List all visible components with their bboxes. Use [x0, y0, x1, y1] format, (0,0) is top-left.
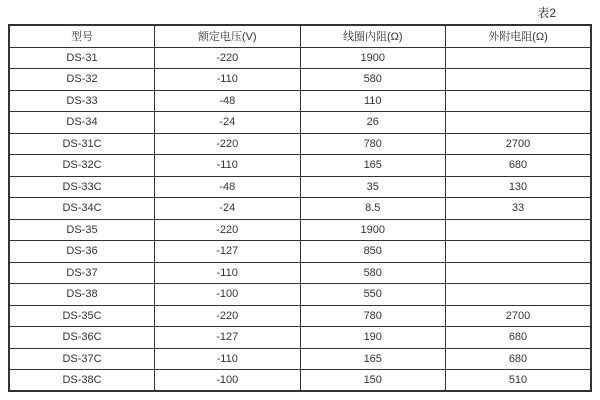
table-row [9, 155, 591, 177]
cell-coil-resistance: 8.5 [300, 198, 446, 220]
table-row [9, 241, 591, 263]
cell-model: DS-37 [9, 262, 155, 284]
cell-rated-voltage: -110 [155, 155, 301, 177]
cell-coil-resistance: 165 [300, 348, 446, 370]
cell-rated-voltage: -220 [155, 47, 301, 69]
cell-coil-resistance: 190 [300, 327, 446, 349]
cell-model: DS-31 [9, 47, 155, 69]
table-header-row [9, 25, 591, 47]
table-row [9, 176, 591, 198]
table-row [9, 112, 591, 134]
spec-table [8, 24, 592, 392]
cell-rated-voltage: -127 [155, 327, 301, 349]
cell-rated-voltage: -220 [155, 305, 301, 327]
cell-external-resistance [446, 262, 592, 284]
cell-external-resistance: 2700 [446, 133, 592, 155]
cell-model: DS-34C [9, 198, 155, 220]
cell-external-resistance [446, 219, 592, 241]
cell-coil-resistance: 26 [300, 112, 446, 134]
cell-external-resistance [446, 47, 592, 69]
cell-rated-voltage: -48 [155, 90, 301, 112]
table-row [9, 133, 591, 155]
cell-external-resistance [446, 284, 592, 306]
header-external-resistance: 外附电阻(Ω) [446, 25, 592, 47]
cell-external-resistance: 680 [446, 327, 592, 349]
cell-rated-voltage: -100 [155, 284, 301, 306]
cell-rated-voltage: -24 [155, 112, 301, 134]
cell-external-resistance: 130 [446, 176, 592, 198]
table-row [9, 284, 591, 306]
cell-external-resistance: 33 [446, 198, 592, 220]
cell-model: DS-38 [9, 284, 155, 306]
cell-model: DS-35 [9, 219, 155, 241]
table-row [9, 262, 591, 284]
cell-rated-voltage: -127 [155, 241, 301, 263]
cell-rated-voltage: -24 [155, 198, 301, 220]
cell-model: DS-36 [9, 241, 155, 263]
cell-external-resistance [446, 69, 592, 91]
cell-model: DS-38C [9, 370, 155, 392]
cell-rated-voltage: -100 [155, 370, 301, 392]
cell-coil-resistance: 1900 [300, 47, 446, 69]
header-rated-voltage: 额定电压(V) [155, 25, 301, 47]
cell-coil-resistance: 165 [300, 155, 446, 177]
cell-rated-voltage: -220 [155, 133, 301, 155]
cell-external-resistance: 680 [446, 155, 592, 177]
cell-model: DS-34 [9, 112, 155, 134]
table-row [9, 348, 591, 370]
cell-rated-voltage: -110 [155, 262, 301, 284]
header-model: 型号 [9, 25, 155, 47]
table-row [9, 327, 591, 349]
cell-external-resistance: 2700 [446, 305, 592, 327]
cell-model: DS-33 [9, 90, 155, 112]
cell-coil-resistance: 580 [300, 262, 446, 284]
cell-coil-resistance: 780 [300, 133, 446, 155]
cell-external-resistance [446, 241, 592, 263]
table-row [9, 305, 591, 327]
cell-rated-voltage: -48 [155, 176, 301, 198]
cell-model: DS-32 [9, 69, 155, 91]
cell-model: DS-32C [9, 155, 155, 177]
cell-coil-resistance: 150 [300, 370, 446, 392]
table-row [9, 69, 591, 91]
cell-rated-voltage: -220 [155, 219, 301, 241]
table-caption: 表2 [537, 6, 556, 20]
table-row [9, 219, 591, 241]
table-row [9, 47, 591, 69]
cell-external-resistance [446, 112, 592, 134]
cell-model: DS-36C [9, 327, 155, 349]
table-row [9, 370, 591, 392]
cell-rated-voltage: -110 [155, 348, 301, 370]
table-body [9, 47, 591, 391]
cell-model: DS-33C [9, 176, 155, 198]
cell-model: DS-31C [9, 133, 155, 155]
cell-coil-resistance: 580 [300, 69, 446, 91]
cell-coil-resistance: 1900 [300, 219, 446, 241]
cell-coil-resistance: 850 [300, 241, 446, 263]
cell-coil-resistance: 35 [300, 176, 446, 198]
table-row [9, 198, 591, 220]
cell-external-resistance: 680 [446, 348, 592, 370]
cell-external-resistance: 510 [446, 370, 592, 392]
cell-coil-resistance: 550 [300, 284, 446, 306]
table-row [9, 90, 591, 112]
cell-model: DS-35C [9, 305, 155, 327]
cell-coil-resistance: 110 [300, 90, 446, 112]
header-coil-resistance: 线圈内阻(Ω) [300, 25, 446, 47]
cell-model: DS-37C [9, 348, 155, 370]
cell-rated-voltage: -110 [155, 69, 301, 91]
cell-coil-resistance: 780 [300, 305, 446, 327]
cell-external-resistance [446, 90, 592, 112]
